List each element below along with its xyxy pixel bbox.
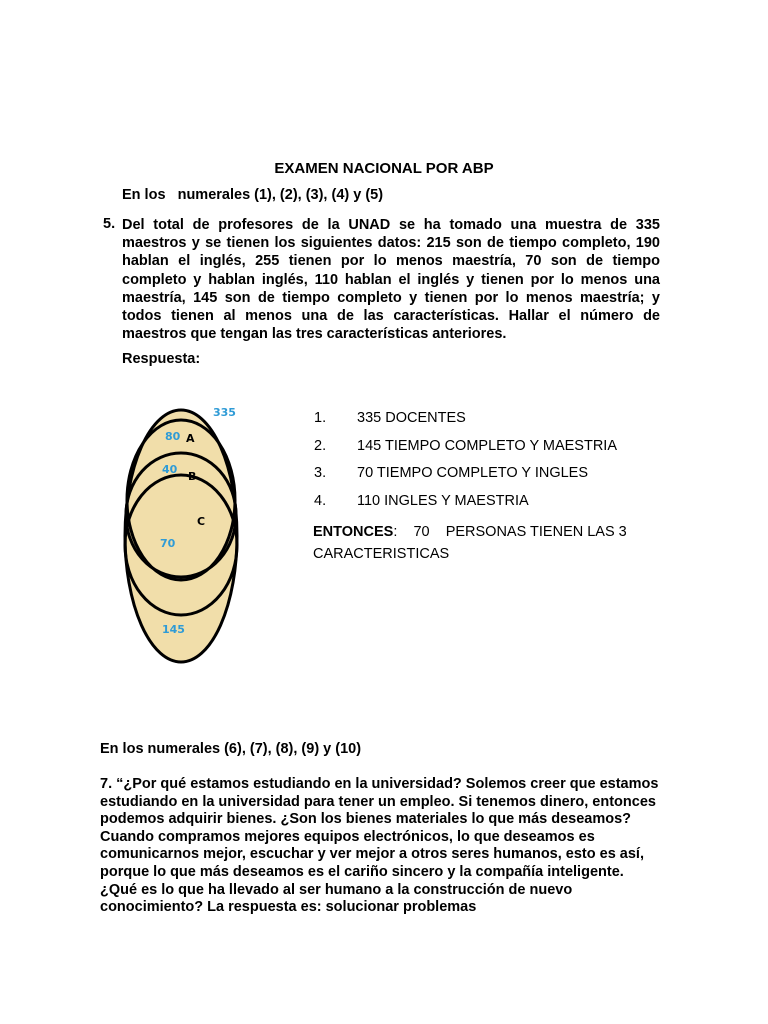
conclusion [313, 521, 658, 565]
venn-number-a: 80 [165, 430, 181, 443]
list-item: 4. 110 INGLES Y MAESTRIA [314, 492, 529, 509]
venn-number-b: 40 [162, 463, 178, 476]
venn-number-c: 70 [160, 537, 176, 550]
conclusion-text: : 70 PERSONAS TIENEN LAS 3 CARACTERISTICAS [313, 524, 631, 562]
venn-label-a: A [186, 432, 195, 445]
venn-number-outer: 145 [162, 623, 185, 636]
list-item: 3. 70 TIEMPO COMPLETO Y INGLES [314, 465, 589, 482]
answer-list [314, 410, 617, 520]
page-title: EXAMEN NACIONAL POR ABP [274, 160, 494, 177]
venn-label-c: C [197, 515, 206, 528]
answer-label: Respuesta: [122, 351, 201, 367]
list-item: 2. 145 TIEMPO COMPLETO Y MAESTRIA [314, 437, 618, 454]
venn-diagram [115, 400, 255, 665]
question-7-text: 7. “¿Por qué estamos estudiando en la universidad? Solemos creer que estamos estudiando en la universidad para tener un empleo. Si tenemos dinero, entonces podemos adquirir bienes. ¿Son los bienes materiales lo que más deseamos? Cuando compramos mejores equipos electrónicos, lo que deseamos es comunicarnos mejor, escuchar y ver mejor a otros seres humanos, esto es así, porque lo que más deseamos es el cariño sincero y la compañía inteligente. ¿Qué es lo que ha llevado al ser humano a la construcción de nuevo conocimiento? La respuesta es: solucionar problemas [100, 776, 659, 916]
question-5-number: 5. [103, 216, 116, 232]
venn-label-b: B [188, 470, 197, 483]
venn-total: 335 [213, 406, 236, 419]
question-5-text: Del total de profesores de la UNAD se ha tomado una muestra de 335 maestros y se tienen los siguientes datos: 215 son de tiempo completo, 190 hablan el inglés, 255 tienen por lo menos maestría, 70 son de tiempo completo y hablan inglés, 110 hablan el inglés y tienen por lo menos una maestría, 145 son de tiempo completo y tienen por lo menos maestría; y todos tienen al menos una de las características. Hallar el número de maestros que tengan las tres características anteriores. [122, 217, 660, 343]
list-item: 1. 335 DOCENTES [314, 410, 466, 426]
intro-numerales-1-5: En los numerales (1), (2), (3), (4) y (5) [122, 187, 384, 203]
conclusion-label: ENTONCES [313, 524, 394, 540]
intro-numerales-6-10: En los numerales (6), (7), (8), (9) y (10) [100, 741, 362, 757]
